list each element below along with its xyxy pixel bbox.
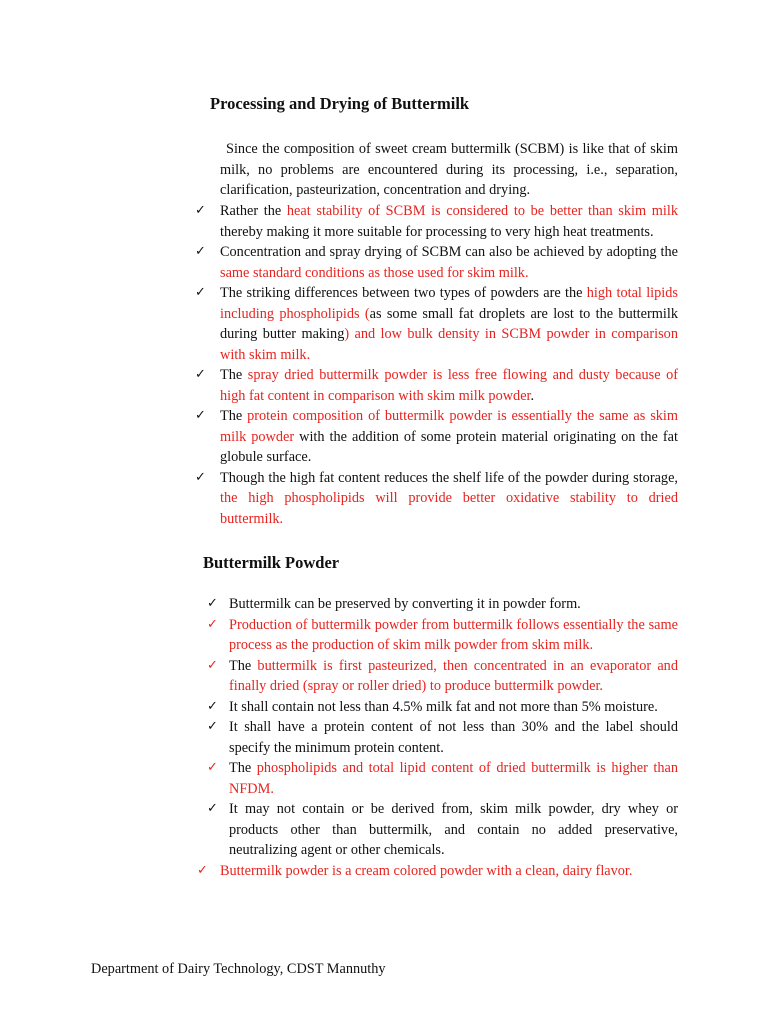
checkmark-icon: ✓ xyxy=(207,616,218,632)
body-text: thereby making it more suitable for processing to very high heat treatments. xyxy=(220,223,654,240)
highlighted-text: Production of buttermilk powder from buttermilk follows essentially the same process as the production of skim milk powder from skim milk. xyxy=(229,616,678,653)
checkmark-icon: ✓ xyxy=(207,719,218,734)
checkmark-icon: ✓ xyxy=(195,469,206,485)
body-text: Rather the xyxy=(220,203,287,219)
list-item xyxy=(193,799,678,861)
body-text: It may not contain or be derived from, skim milk powder, dry whey or products other than buttermilk, and contain no added preservative, neutralizing agent or other chemicals. xyxy=(229,801,678,858)
body-text: The striking differences between two types of powders are the xyxy=(220,285,587,301)
highlighted-text: same standard conditions as those used for skim milk. xyxy=(220,264,529,281)
list-item xyxy=(193,717,678,758)
processing-points-list xyxy=(193,201,678,529)
list-item xyxy=(193,365,678,406)
body-text: Concentration and spray drying of SCBM can also be achieved by adopting the xyxy=(220,244,678,260)
buttermilk-powder-points-list xyxy=(193,594,678,881)
body-text: as some small fat droplets are lost to the buttermilk during butter making xyxy=(220,305,678,342)
list-item xyxy=(193,615,678,656)
list-item xyxy=(193,861,678,882)
list-item xyxy=(193,242,678,283)
intro-paragraph: Since the composition of sweet cream buttermilk (SCBM) is like that of skim milk, no problems are encountered during its processing, i.e., separation, clarification, pasteurization, concentration and drying. xyxy=(220,141,678,198)
highlighted-text: high total lipids including phospholipids ( xyxy=(220,285,678,322)
highlighted-text: spray dried buttermilk powder is less free flowing and dusty because of high fat content in comparison with skim milk powder xyxy=(220,367,678,404)
body-text: Buttermilk can be preserved by converting it in powder form. xyxy=(229,596,581,612)
list-item xyxy=(193,594,678,615)
checkmark-icon: ✓ xyxy=(197,862,208,878)
checkmark-icon: ✓ xyxy=(207,657,218,673)
body-text: Though the high fat content reduces the shelf life of the powder during storage, xyxy=(220,469,678,486)
checkmark-icon: ✓ xyxy=(207,760,218,775)
checkmark-icon: ✓ xyxy=(195,367,206,382)
highlighted-text: heat stability of SCBM is considered to be better than skim milk xyxy=(286,203,678,219)
checkmark-icon: ✓ xyxy=(207,698,218,714)
section-heading-buttermilk-powder: Buttermilk Powder xyxy=(203,553,340,572)
body-text: The xyxy=(220,408,248,424)
page-title: Processing and Drying of Buttermilk xyxy=(210,94,470,113)
checkmark-icon: ✓ xyxy=(195,285,206,300)
page-footer: Department of Dairy Technology, CDST Mannuthy xyxy=(91,961,386,977)
highlighted-text: phospholipids and total lipid content of dried buttermilk is higher than NFDM. xyxy=(229,760,678,797)
highlighted-text: buttermilk is first pasteurized, then concentrated in an evaporator and finally dried (spray or roller dried) to produce buttermilk powder. xyxy=(229,657,678,694)
list-item xyxy=(193,283,678,365)
checkmark-icon: ✓ xyxy=(195,244,206,259)
body-text: The xyxy=(229,657,258,674)
body-text: It shall contain not less than 4.5% milk fat and not more than 5% moisture. xyxy=(229,698,658,715)
checkmark-icon: ✓ xyxy=(207,596,218,611)
checkmark-icon: ✓ xyxy=(207,801,218,816)
checkmark-icon: ✓ xyxy=(195,203,206,218)
highlighted-text: Buttermilk powder is a cream colored powder with a clean, dairy flavor. xyxy=(220,862,633,879)
highlighted-text: the high phospholipids will provide better oxidative stability to dried buttermilk. xyxy=(220,490,678,527)
body-text: The xyxy=(220,367,248,383)
body-text: The xyxy=(229,760,257,776)
body-text: with the addition of some protein material originating on the fat globule surface. xyxy=(220,428,678,465)
list-item xyxy=(193,758,678,799)
list-item xyxy=(193,656,678,697)
list-item xyxy=(193,406,678,468)
list-item xyxy=(193,468,678,530)
list-item xyxy=(193,697,678,718)
body-text: It shall have a protein content of not less than 30% and the label should specify the minimum protein content. xyxy=(229,719,678,756)
list-item xyxy=(193,201,678,242)
body-text: . xyxy=(530,387,535,404)
highlighted-text: ) and low bulk density in SCBM powder in comparison with skim milk. xyxy=(220,326,678,363)
checkmark-icon: ✓ xyxy=(195,408,206,423)
highlighted-text: protein composition of buttermilk powder is essentially the same as skim milk powder xyxy=(220,408,678,445)
